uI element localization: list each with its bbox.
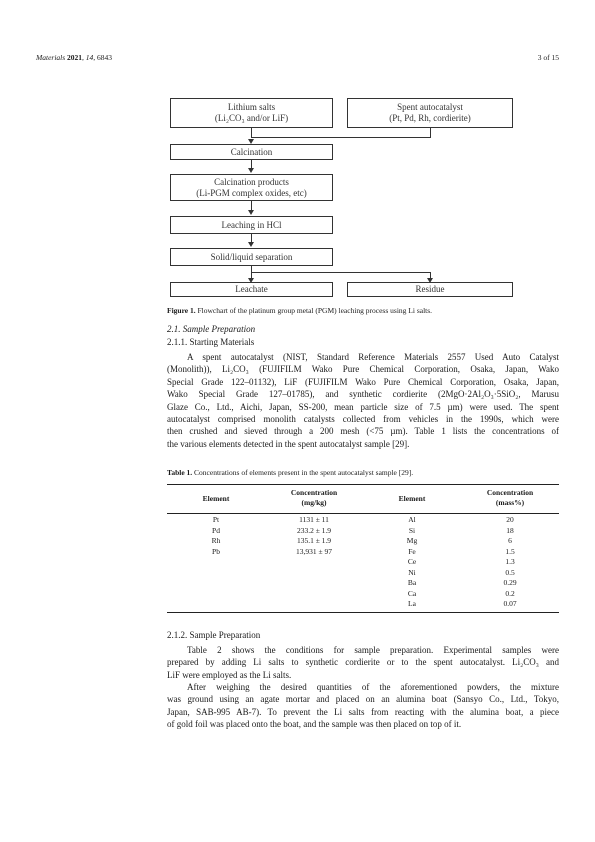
text-line: Glaze Co., Ltd., Aichi, Japan, SS-200, mean particle size of 7.5 µm) were used. The spent: [167, 401, 559, 412]
table-cell: Ce: [407, 557, 417, 566]
flow-box-calcination: [170, 144, 333, 160]
text-line: the various elements detected in the spent autocatalyst sample [29].: [167, 438, 410, 449]
connector-line: [430, 128, 431, 137]
text-line: Table 2 shows the conditions for sample preparation. Experimental samples were: [187, 645, 559, 655]
paragraph-sample-prep: [167, 644, 559, 681]
flow-box-calcination-products: [170, 174, 333, 201]
table-cell: 1.3: [505, 557, 515, 566]
connector-line: [251, 272, 431, 273]
running-header: Materials 2021, 14, 6843: [36, 53, 113, 62]
table-cell: Rh: [211, 536, 221, 545]
table-caption-text: Concentrations of elements present in the spent autocatalyst sample [29].: [192, 468, 414, 477]
table-rule: [167, 612, 559, 613]
flow-box-text: Solid/liquid separation: [210, 251, 293, 262]
table-cell: Pt: [212, 515, 220, 524]
table-cell: Ba: [407, 578, 417, 587]
text-line: was ground using an agate mortar and placed on an alumina boat (Sansyo Co., Ltd., Tokyo,: [167, 694, 559, 705]
text-line: autocatalyst comprised monolith catalysts collected from vehicles in the 1990s, which were: [167, 413, 559, 424]
flow-box-text: Leaching in HCl: [221, 219, 282, 230]
table-label: Table 1.: [167, 468, 193, 477]
text-line: After weighing the desired quantities of the aforementioned powders, the mixture: [187, 682, 559, 692]
table-cell: Ni: [408, 567, 416, 577]
section-heading: 2.1. Sample Preparation: [167, 324, 256, 334]
header-text: (mg/kg): [301, 498, 327, 507]
header-text: Concentration: [290, 488, 338, 497]
table-header-concentration-mass: [461, 488, 559, 508]
connector-line: [251, 137, 431, 138]
table-header-concentration-mgkg: [265, 488, 363, 508]
figure-label: Figure 1.: [167, 306, 196, 315]
paragraph-starting-materials: [167, 351, 559, 450]
table-cell: 0.29: [503, 578, 517, 587]
table-cell: 13,931 ± 97: [296, 546, 332, 556]
arrow-down-icon: [248, 242, 254, 247]
text-line: then crushed and sieved through a 200 mesh (<75 µm). Table 1 lists the concentrations of: [167, 426, 559, 437]
journal-year: 2021: [67, 53, 83, 62]
journal-name: Materials: [36, 53, 66, 62]
flow-box-text: Residue: [415, 284, 445, 294]
table-cell: 1.5: [505, 546, 515, 556]
table-cell: 1131 ± 11: [299, 515, 329, 524]
arrow-down-icon: [248, 168, 254, 173]
table-cell: Mg: [406, 536, 418, 545]
flow-box-residue: [347, 282, 513, 297]
text-line: prepared by adding Li salts to synthetic cordierite or to the spent autocatalyst. Li₂CO₃ and: [167, 657, 559, 668]
flow-box-text: Calcination products: [214, 176, 289, 187]
table-header-element: Element: [202, 494, 230, 503]
journal-volume: 14: [85, 53, 94, 62]
table-cell: Pd: [212, 525, 220, 535]
table-cell: 20: [506, 515, 514, 524]
table-cell: Pb: [212, 546, 220, 556]
table-cell: 0.2: [505, 588, 515, 598]
text-line: Japan, SAB-995 AB-7). To prevent the Li salts from reacting with the alumina boat, a piece: [167, 706, 559, 717]
text-line: of gold foil was placed onto the boat, and the sample was then placed on top of it.: [167, 719, 462, 730]
text-line: LiF were employed as the Li salts.: [167, 669, 292, 680]
flow-box-lithium-salts: [170, 98, 333, 128]
table-cell: 0.07: [503, 599, 517, 608]
arrow-down-icon: [248, 210, 254, 215]
table-cell: 0.5: [505, 567, 515, 577]
figure-caption: [167, 306, 432, 315]
header-text: (mass%): [495, 498, 525, 507]
table-cell: La: [408, 599, 416, 608]
header-text: Concentration: [486, 488, 534, 497]
flow-box-leaching: [170, 216, 333, 234]
article-number: 6843: [97, 53, 113, 62]
text-line: (Monolith)), Li₂CO₃ (FUJIFILM Wako Pure Chemical Corporation, Osaka, Japan, Wako: [167, 364, 559, 375]
table-header-element: Element: [398, 494, 426, 503]
subsection-heading: 2.1.2. Sample Preparation: [167, 630, 261, 640]
flow-box-text: Leachate: [235, 284, 268, 294]
flow-box-text: Calcination: [230, 146, 273, 157]
flow-box-text: Lithium salts: [227, 102, 276, 112]
flow-box-leachate: [170, 282, 333, 297]
table-cell: Si: [408, 525, 416, 535]
flow-box-spent-autocatalyst: [347, 98, 513, 128]
text-line: Wako Special Grade 127–01785), and synthetic cordierite (2MgO·2Al₂O₃·5SiO₂, Marusu: [167, 389, 559, 400]
table-cell: Al: [408, 515, 416, 524]
figure-caption-text: Flowchart of the platinum group metal (PGM) leaching process using Li salts.: [195, 306, 433, 315]
table-cell: Fe: [408, 546, 416, 556]
table-cell: Ca: [407, 588, 417, 598]
table-cell: 233.2 ± 1.9: [296, 525, 332, 535]
table-cell: 135.1 ± 1.9: [296, 536, 332, 545]
table-cell: 6: [508, 536, 512, 545]
page-number: 3 of 15: [537, 53, 559, 62]
flow-box-text: (Li-PGM complex oxides, etc): [196, 187, 307, 198]
paragraph-weighing: [167, 681, 559, 731]
flow-box-text: (Pt, Pd, Rh, cordierite): [389, 113, 471, 123]
flow-box-text: Spent autocatalyst: [397, 102, 463, 112]
flow-box-text: (Li₂CO₃ and/or LiF): [214, 113, 289, 123]
table-rule: [167, 484, 559, 485]
table-caption: [167, 468, 413, 477]
text-line: Special Grade 122–01132), LiF (FUJIFILM Wako Pure Chemical Corporation, Osaka, Japan,: [167, 376, 559, 387]
text-line: A spent autocatalyst (NIST, Standard Reference Materials 2557 Used Auto Catalyst: [187, 352, 559, 362]
table-cell: 18: [506, 525, 514, 535]
subsection-heading: 2.1.1. Starting Materials: [167, 337, 255, 347]
connector-line: [251, 128, 252, 137]
flow-box-separation: [170, 248, 333, 266]
table-rule: [167, 513, 559, 514]
